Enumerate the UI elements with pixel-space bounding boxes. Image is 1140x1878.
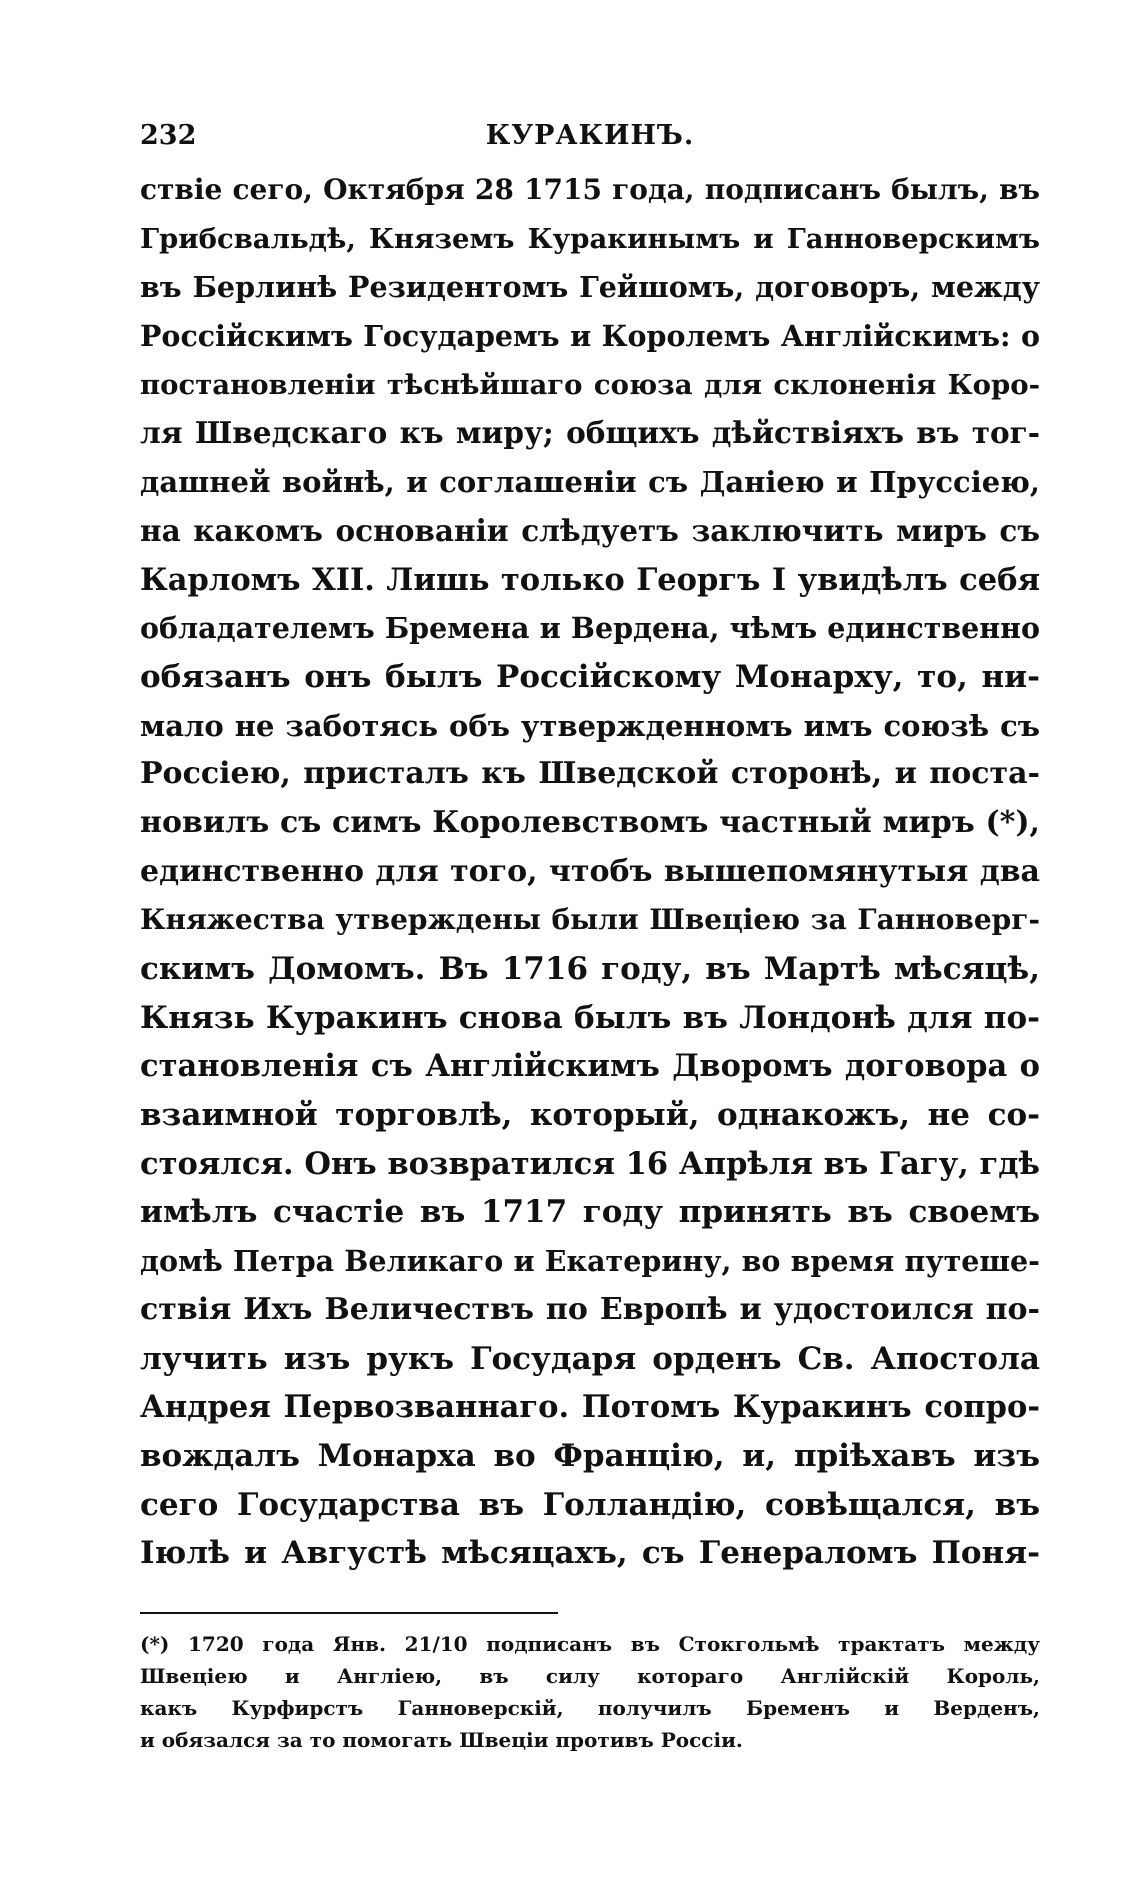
text-line: обязанъ онъ былъ Россійскому Монарху, то, ни-: [140, 658, 1040, 695]
text-line: новилъ съ симъ Королевствомъ частный миръ (*),: [140, 804, 1040, 840]
text-line: обладателемъ Бремена и Вердена, чѣмъ единственно: [140, 611, 1040, 646]
text-line: ствіе сего, Октября 28 1715 года, подписанъ былъ, въ: [140, 173, 1040, 206]
text-line: въ Берлинѣ Резидентомъ Гейшомъ, договоръ, между: [140, 270, 1040, 305]
running-title: КУРАКИНЪ.: [485, 120, 695, 151]
text-line: мало не заботясь объ утвержденномъ имъ союзѣ съ: [140, 708, 1040, 743]
text-line: Андрея Первозваннаго. Потомъ Куракинъ сопро-: [140, 1389, 1040, 1426]
text-line: единственно для того, чтобъ вышепомянутыя два: [140, 853, 1040, 889]
text-line: постановленіи тѣснѣйшаго союза для склоненія Коро-: [140, 368, 1040, 401]
text-line: ствія Ихъ Величествъ по Европѣ и удостоился по-: [140, 1291, 1040, 1327]
footnote-line: какъ Курфирстъ Ганноверскій, получилъ Бременъ и Верденъ,: [140, 1695, 1040, 1720]
page-number: 232: [140, 120, 197, 151]
footnote-line: (*) 1720 года Янв. 21/10 подписанъ въ Стокгольмѣ трактатъ между: [140, 1631, 1040, 1656]
text-line: Княжества утверждены были Швеціею за Ганноверг-: [140, 903, 1040, 937]
text-line: лучить изъ рукъ Государя орденъ Св. Апостола: [140, 1340, 1040, 1377]
text-line: на какомъ основаніи слѣдуетъ заключить миръ съ: [140, 512, 1040, 548]
text-line: имѣлъ счастіе въ 1717 году принять въ своемъ: [140, 1194, 1040, 1231]
text-line: Князь Куракинъ снова былъ въ Лондонѣ для по-: [140, 999, 1040, 1036]
footnote-line: Швеціею и Англіею, въ силу котораго Англійскій Король,: [140, 1663, 1040, 1688]
text-line: Карломъ XII. Лишь только Георгъ I увидѣлъ себя: [140, 561, 1040, 598]
text-line: вождалъ Монарха во Францію, и, пріѣхавъ изъ: [140, 1437, 1040, 1474]
book-page: [140, 120, 1040, 1756]
text-line: Грибсвальдѣ, Княземъ Куракинымъ и Ганноверскимъ: [140, 222, 1040, 255]
text-line: скимъ Домомъ. Въ 1716 году, въ Мартѣ мѣсяцѣ,: [140, 951, 1040, 987]
main-text: [140, 166, 1040, 1578]
text-line: Россіею, присталъ къ Шведской сторонѣ, и поста-: [140, 756, 1040, 792]
text-line: Россійскимъ Государемъ и Королемъ Англійскимъ: о: [140, 319, 1040, 354]
page-header: [140, 120, 1040, 160]
text-line: домѣ Петра Великаго и Екатерину, во время путеше-: [140, 1244, 1040, 1279]
footnote-line: и обязался за то помогать Швеціи противъ Россіи.: [140, 1727, 743, 1752]
text-line: сего Государства въ Голландію, совѣщался, въ: [140, 1486, 1040, 1523]
text-line: становленія съ Англійскимъ Дворомъ договора о: [140, 1048, 1040, 1085]
text-line: ля Шведскаго къ миру; общихъ дѣйствіяхъ въ тог-: [140, 415, 1040, 451]
text-line: стоялся. Онъ возвратился 16 Апрѣля въ Гагу, гдѣ: [140, 1145, 1040, 1182]
text-line: дашней войнѣ, и соглашеніи съ Даніею и Пруссіею,: [140, 465, 1040, 500]
footnote: [140, 1628, 1040, 1756]
text-line: Іюлѣ и Августѣ мѣсяцахъ, съ Генераломъ Поня-: [140, 1535, 1040, 1572]
footnote-separator: [140, 1612, 558, 1614]
text-line: взаимной торговлѣ, который, однакожъ, не со-: [140, 1097, 1040, 1134]
